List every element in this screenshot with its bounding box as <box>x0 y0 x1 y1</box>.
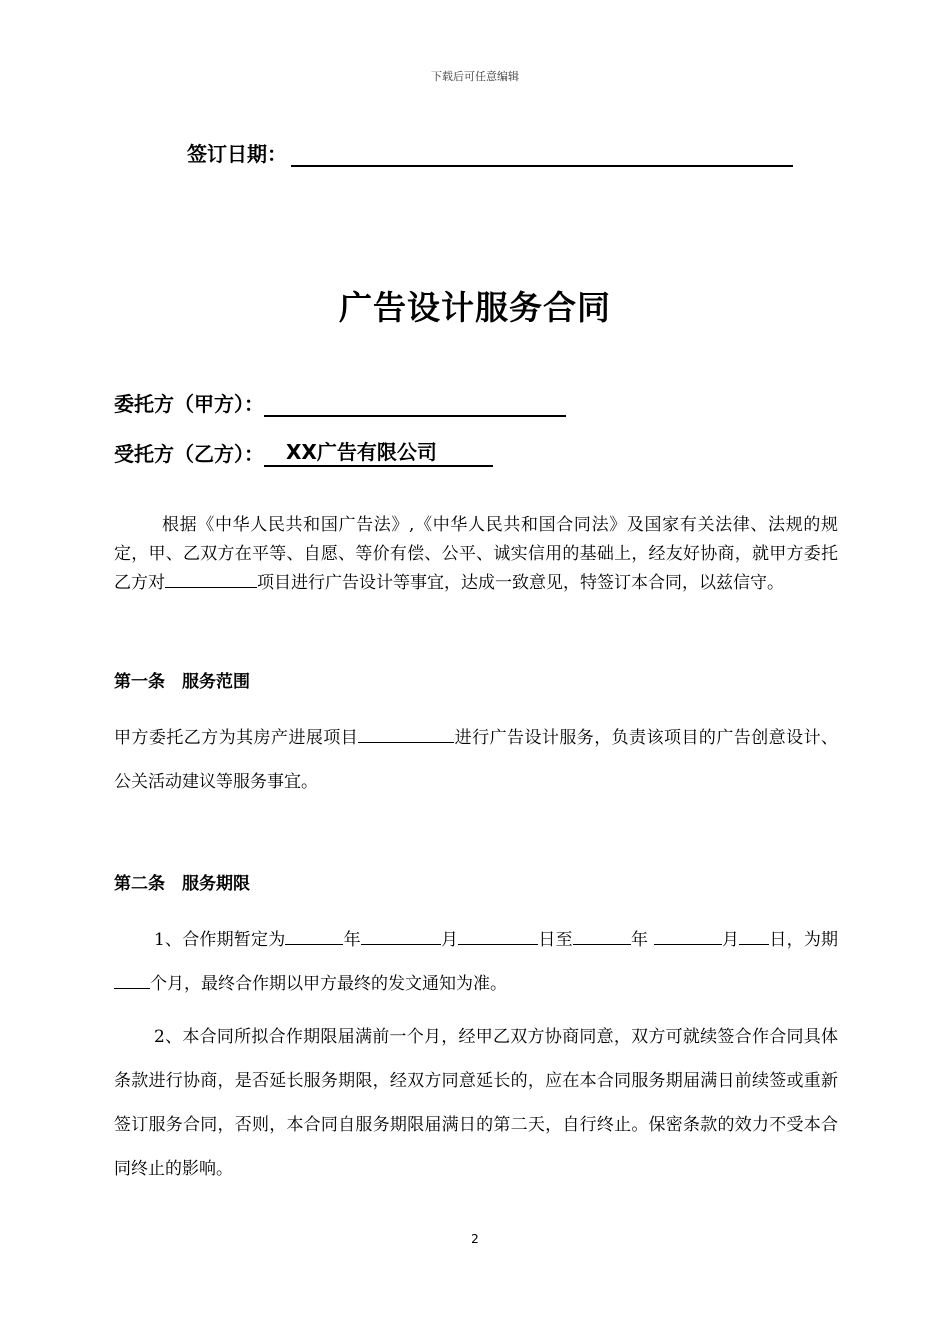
clause-1-text-7: 日，为期 <box>769 930 839 950</box>
clause-1-text-2: 年 <box>343 930 361 950</box>
intro-text-2: 项目进行广告设计等事宜，达成一致意见，特签订本合同，以兹信守。 <box>257 573 784 593</box>
project-blank[interactable] <box>358 724 454 743</box>
party-a-row <box>114 388 566 417</box>
end-day-blank[interactable] <box>739 926 769 945</box>
article-2-heading: 第二条 服务期限 <box>114 874 250 894</box>
party-a-label: 委托方（甲方）： <box>114 392 264 416</box>
sign-date-blank[interactable] <box>291 143 793 167</box>
start-month-blank[interactable] <box>361 926 441 945</box>
end-year-blank[interactable] <box>573 926 631 945</box>
article-1-text-2: 进行广告设计服务，负责该项目的广告创意设计、公关活动建议等服务事宜。 <box>114 728 839 792</box>
clause-1-text-6: 月 <box>721 930 740 950</box>
party-b-row <box>114 436 493 467</box>
article-1-heading: 第一条 服务范围 <box>114 672 250 692</box>
intro-paragraph <box>114 511 838 598</box>
clause-1-text-5: 年 <box>630 930 654 950</box>
document-title: 广告设计服务合同 <box>339 288 611 327</box>
end-month-blank[interactable] <box>654 926 722 945</box>
article-2-clause-1 <box>114 918 838 1006</box>
article-1-text-1: 甲方委托乙方为其房产进展项目 <box>114 728 359 748</box>
party-b-value: XX广告有限公司 <box>264 436 493 467</box>
party-a-blank[interactable] <box>264 393 566 417</box>
clause-1-text-1: 1、合作期暂定为 <box>154 930 286 950</box>
header-note: 下载后可任意编辑 <box>431 70 519 83</box>
sign-date-label: 签订日期： <box>187 142 287 166</box>
duration-months-blank[interactable] <box>114 970 150 989</box>
intro-text-1: 根据《中华人民共和国广告法》,《中华人民共和国合同法》及国家有关法律、法规的规定，甲、乙双方在平等、自愿、等价有偿、公平、诚实信用的基础上，经友好协商，就甲方委托乙方对 <box>114 515 838 593</box>
project-name-blank[interactable] <box>165 569 257 588</box>
start-day-blank[interactable] <box>458 926 538 945</box>
page-number: 2 <box>471 1232 479 1246</box>
party-b-label: 受托方（乙方）： <box>114 442 264 466</box>
start-year-blank[interactable] <box>285 926 343 945</box>
sign-date-row <box>187 138 793 167</box>
clause-1-text-4: 日至 <box>538 930 573 950</box>
article-1-body <box>114 716 838 804</box>
clause-1-text-8: 个月，最终合作期以甲方最终的发文通知为准。 <box>150 974 507 994</box>
article-2-clause-2: 2、本合同所拟合作期限届满前一个月，经甲乙双方协商同意，双方可就续签合作合同具体条款进行协商，是否延长服务期限，经双方同意延长的，应在本合同服务期届满日前续签或重新签订服务合同，否则，本合同自服务期限届满日的第二天，自行终止。保密条款的效力不受本合同终止的影响。 <box>114 1027 838 1179</box>
clause-1-text-3: 月 <box>440 930 459 950</box>
